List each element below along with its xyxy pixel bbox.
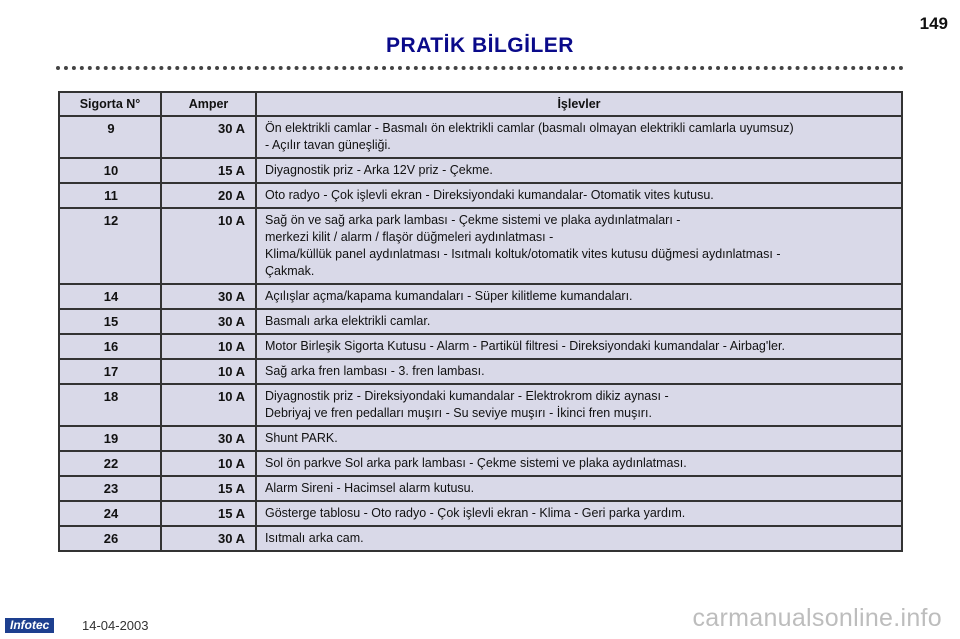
- functions-cell: [256, 476, 902, 501]
- column-header-fuse-number: Sigorta N°: [59, 92, 161, 116]
- ampere-cell: 30 A: [161, 526, 256, 551]
- fuse-number-cell: 9: [59, 116, 161, 158]
- table-row: [59, 501, 902, 526]
- functions-cell: [256, 183, 902, 208]
- fuse-number-cell: 18: [59, 384, 161, 426]
- function-text-line: Ön elektrikli camlar - Basmalı ön elektrikli camlar (basmalı olmayan elektrikli camlarla uyumsuz): [265, 121, 794, 135]
- ampere-cell: 10 A: [161, 451, 256, 476]
- ampere-cell: 20 A: [161, 183, 256, 208]
- functions-cell: [256, 501, 902, 526]
- table-row: [59, 158, 902, 183]
- table-header-row: [59, 92, 902, 116]
- ampere-cell: 10 A: [161, 208, 256, 284]
- infotec-logo: Infotec: [5, 618, 54, 633]
- function-text-line: Debriyaj ve fren pedalları muşırı - Su seviye muşırı - İkinci fren muşırı.: [265, 406, 652, 420]
- function-text-line: Açılışlar açma/kapama kumandaları - Süper kilitleme kumandaları.: [265, 289, 633, 303]
- fuse-number-cell: 12: [59, 208, 161, 284]
- function-text-line: - Açılır tavan güneşliği.: [265, 138, 391, 152]
- function-text-line: Diyagnostik priz - Arka 12V priz - Çekme.: [265, 163, 493, 177]
- fuse-number-cell: 11: [59, 183, 161, 208]
- page-title: PRATİK BİLGİLER: [386, 34, 574, 57]
- column-header-functions: İşlevler: [256, 92, 902, 116]
- fuse-number-cell: 22: [59, 451, 161, 476]
- table-row: [59, 183, 902, 208]
- watermark: carmanualsonline.info: [692, 604, 942, 632]
- column-header-ampere: Amper: [161, 92, 256, 116]
- table-row: [59, 208, 902, 284]
- ampere-cell: 30 A: [161, 116, 256, 158]
- table-row: [59, 426, 902, 451]
- fuse-number-cell: 17: [59, 359, 161, 384]
- functions-cell: [256, 284, 902, 309]
- functions-cell: [256, 208, 902, 284]
- function-text-line: Sol ön parkve Sol arka park lambası - Çekme sistemi ve plaka aydınlatması.: [265, 456, 687, 470]
- function-text-line: Sağ arka fren lambası - 3. fren lambası.: [265, 364, 485, 378]
- functions-cell: [256, 359, 902, 384]
- table-row: [59, 284, 902, 309]
- table-row: [59, 476, 902, 501]
- function-text-line: Basmalı arka elektrikli camlar.: [265, 314, 431, 328]
- ampere-cell: 10 A: [161, 384, 256, 426]
- table-row: [59, 334, 902, 359]
- functions-cell: [256, 158, 902, 183]
- ampere-cell: 30 A: [161, 309, 256, 334]
- functions-cell: [256, 334, 902, 359]
- fuse-number-cell: 19: [59, 426, 161, 451]
- ampere-cell: 15 A: [161, 501, 256, 526]
- functions-cell: [256, 451, 902, 476]
- table-row: [59, 359, 902, 384]
- table-body: [59, 116, 902, 551]
- footer-date: 14-04-2003: [82, 618, 149, 633]
- fuse-number-cell: 15: [59, 309, 161, 334]
- fuse-number-cell: 26: [59, 526, 161, 551]
- function-text-line: Diyagnostik priz - Direksiyondaki kumandalar - Elektrokrom dikiz aynası -: [265, 389, 669, 403]
- functions-cell: [256, 426, 902, 451]
- table-row: [59, 116, 902, 158]
- ampere-cell: 30 A: [161, 426, 256, 451]
- table-row: [59, 526, 902, 551]
- fuse-table: [58, 91, 903, 552]
- fuse-number-cell: 10: [59, 158, 161, 183]
- function-text-line: Gösterge tablosu - Oto radyo - Çok işlevli ekran - Klima - Geri parka yardım.: [265, 506, 686, 520]
- table-row: [59, 384, 902, 426]
- fuse-number-cell: 14: [59, 284, 161, 309]
- table-row: [59, 451, 902, 476]
- page-number: 149: [919, 14, 948, 33]
- functions-cell: [256, 309, 902, 334]
- function-text-line: Alarm Sireni - Hacimsel alarm kutusu.: [265, 481, 475, 495]
- ampere-cell: 15 A: [161, 158, 256, 183]
- fuse-number-cell: 24: [59, 501, 161, 526]
- function-text-line: Çakmak.: [265, 264, 315, 278]
- table-row: [59, 309, 902, 334]
- function-text-line: Shunt PARK.: [265, 431, 338, 445]
- fuse-number-cell: 16: [59, 334, 161, 359]
- functions-cell: [256, 116, 902, 158]
- function-text-line: Oto radyo - Çok işlevli ekran - Direksiyondaki kumandalar- Otomatik vites kutusu.: [265, 188, 714, 202]
- fuse-number-cell: 23: [59, 476, 161, 501]
- function-text-line: Isıtmalı arka cam.: [265, 531, 364, 545]
- ampere-cell: 30 A: [161, 284, 256, 309]
- ampere-cell: 10 A: [161, 334, 256, 359]
- function-text-line: Sağ ön ve sağ arka park lambası - Çekme sistemi ve plaka aydınlatmaları -: [265, 213, 681, 227]
- functions-cell: [256, 526, 902, 551]
- function-text-line: Klima/küllük panel aydınlatması - Isıtmalı koltuk/otomatik vites kutusu düğmesi aydınlatması -: [265, 247, 781, 261]
- dotted-divider: [56, 66, 904, 70]
- ampere-cell: 10 A: [161, 359, 256, 384]
- functions-cell: [256, 384, 902, 426]
- ampere-cell: 15 A: [161, 476, 256, 501]
- function-text-line: merkezi kilit / alarm / flaşör düğmeleri aydınlatması -: [265, 230, 554, 244]
- function-text-line: Motor Birleşik Sigorta Kutusu - Alarm - Partikül filtresi - Direksiyondaki kumandalar - Airbag'ler.: [265, 339, 785, 353]
